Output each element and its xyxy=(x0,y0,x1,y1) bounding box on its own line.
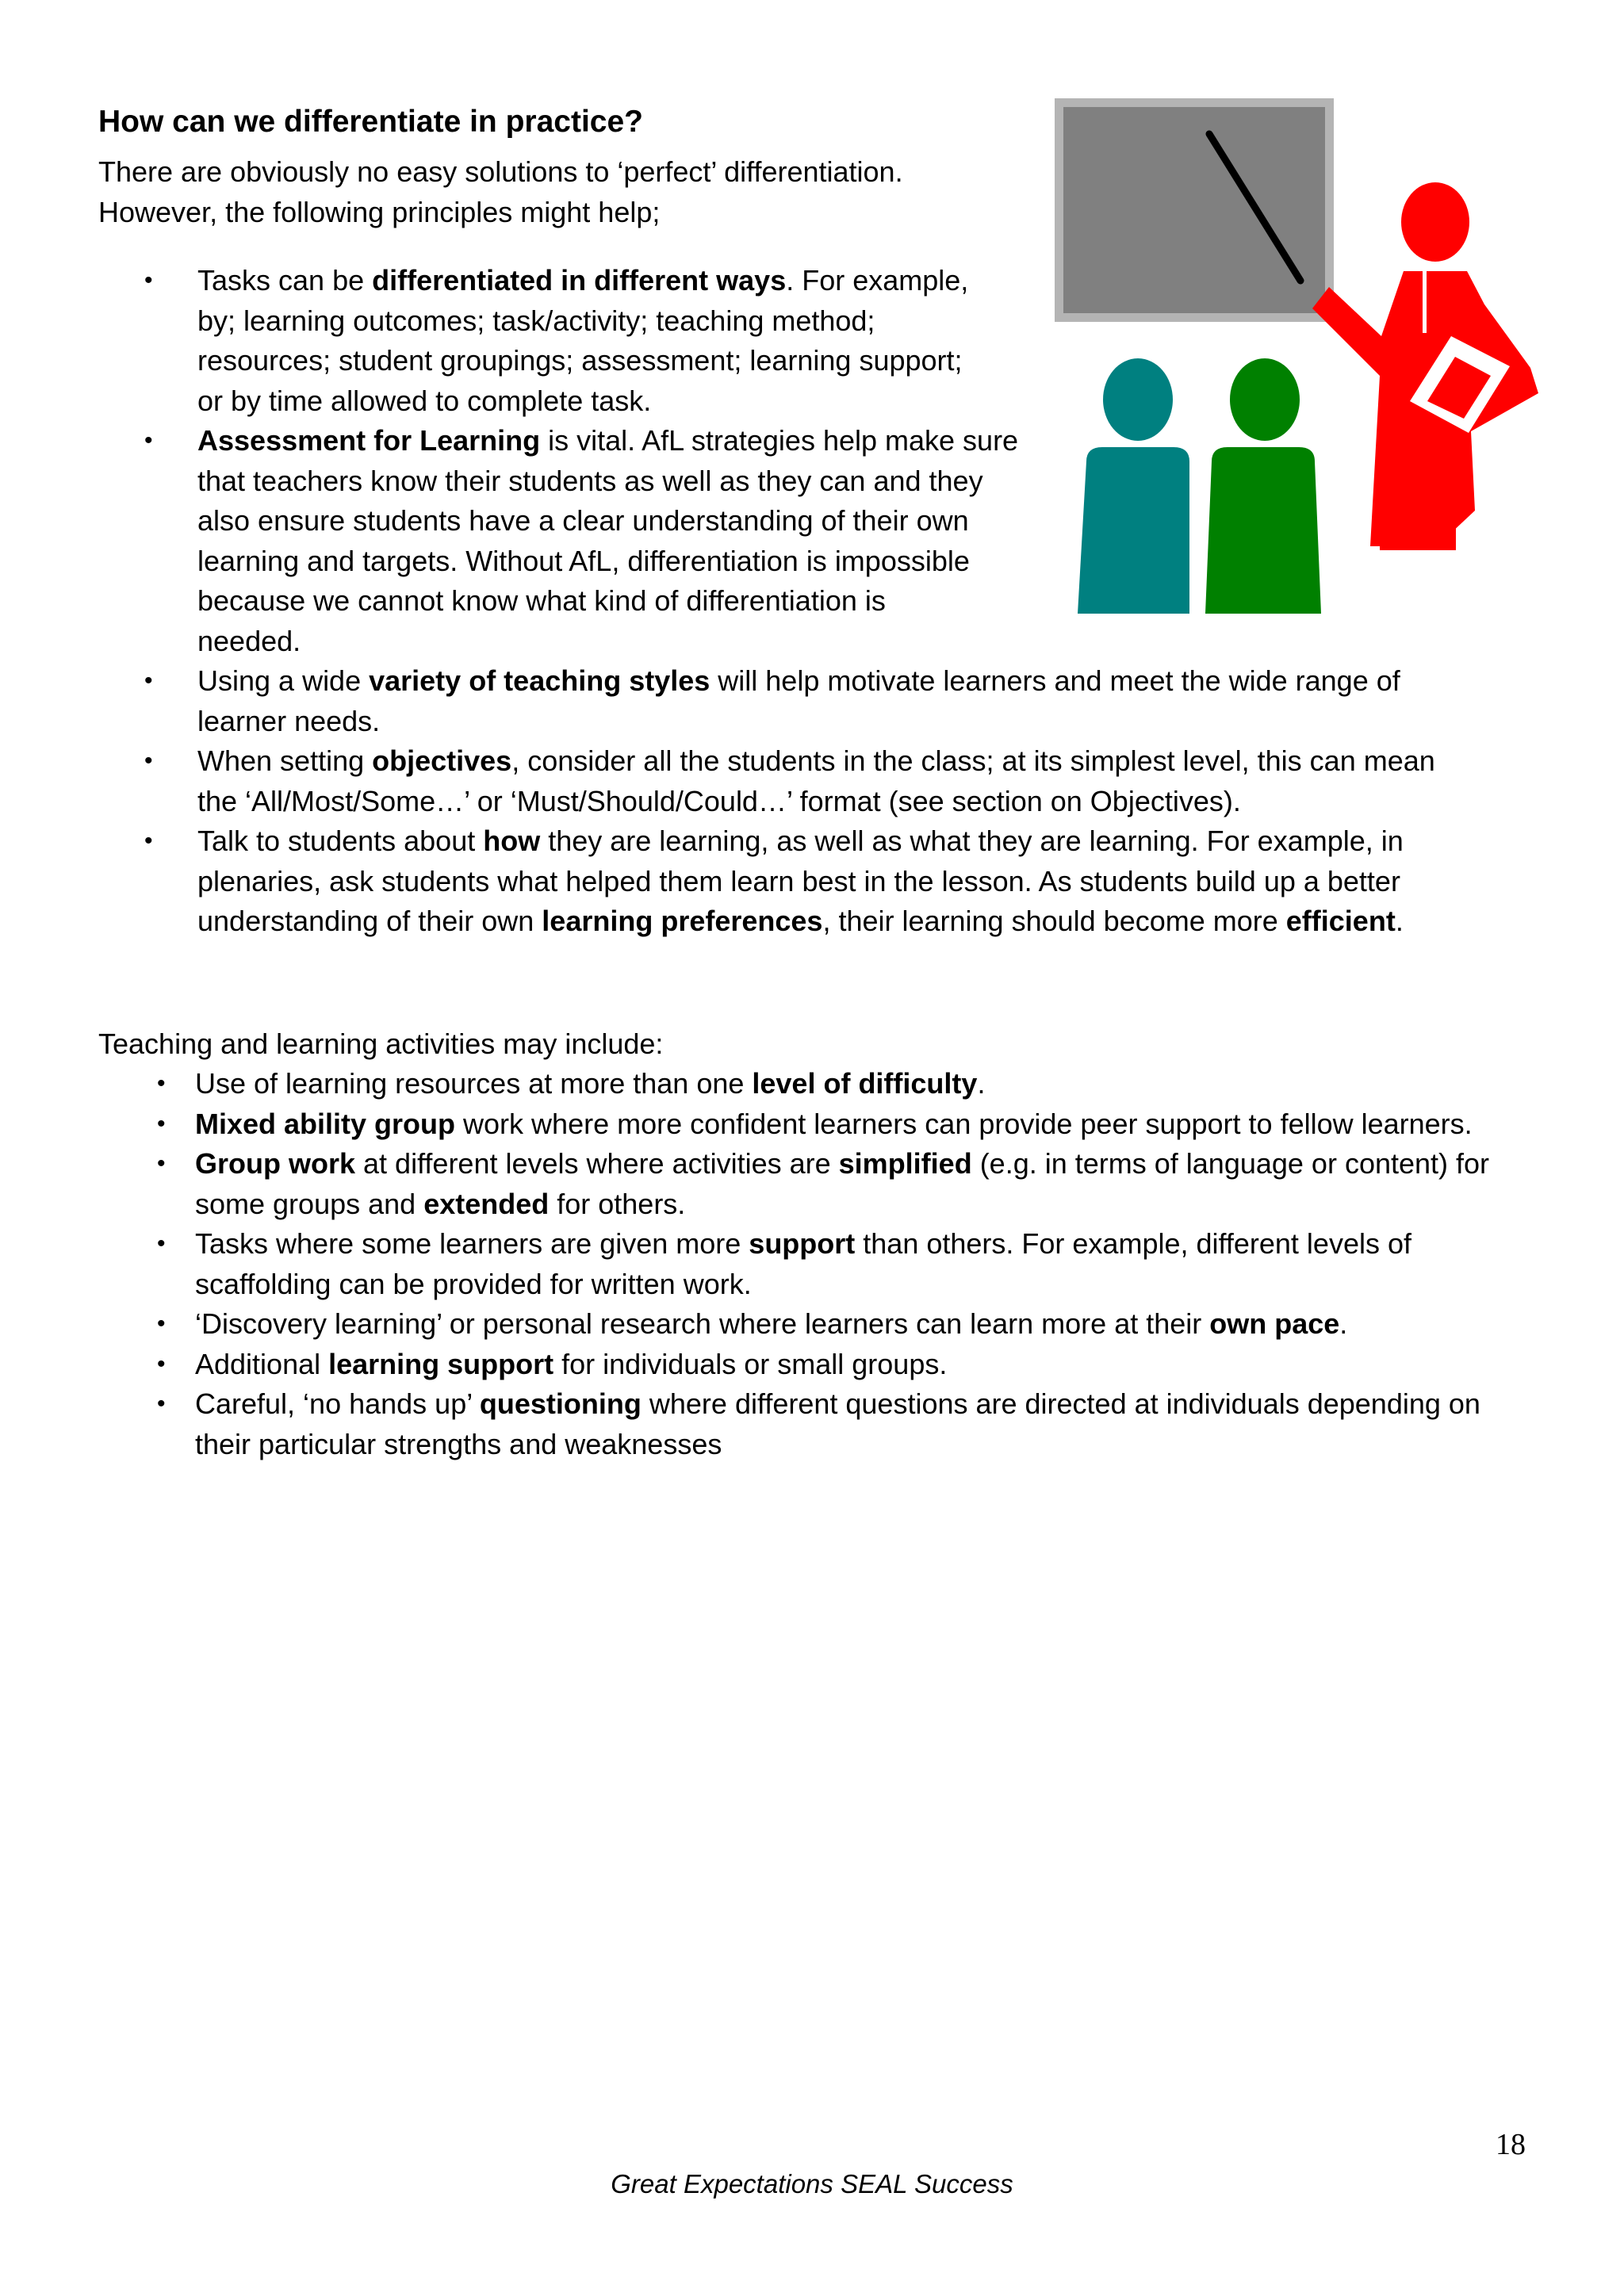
item-bold: Assessment for Learning xyxy=(197,424,541,457)
item-text: needed. xyxy=(197,624,301,657)
item-text: Using a wide xyxy=(197,664,370,697)
item-bold: efficient xyxy=(1285,905,1396,937)
item-bold: questioning xyxy=(479,1387,642,1420)
item-text: learner needs. xyxy=(197,704,381,737)
bullet-icon: • xyxy=(144,828,153,854)
bullet-icon: • xyxy=(157,1350,166,1377)
item-text: Use of learning resources at more than one xyxy=(195,1067,753,1100)
item-text: resources; student groupings; assessment; learning support; xyxy=(197,344,963,377)
page-heading: How can we differentiate in practice? xyxy=(98,105,643,139)
item-bold: own pace xyxy=(1209,1307,1340,1340)
item-bold: learning support xyxy=(328,1347,554,1380)
bullet-icon: • xyxy=(144,748,153,774)
list-item xyxy=(98,1144,1526,1224)
page-footer: Great Expectations SEAL Success xyxy=(611,2169,1013,2198)
item-text: also ensure students have a clear understanding of their own xyxy=(197,504,969,537)
item-bold: differentiated in different ways xyxy=(372,264,787,297)
activities-list xyxy=(98,1064,1526,1464)
bullet-icon: • xyxy=(157,1110,166,1137)
item-text: . xyxy=(1395,905,1404,937)
item-text: When setting xyxy=(197,744,373,777)
item-bold: objectives xyxy=(372,744,512,777)
intro-line-1: There are obviously no easy solutions to ‘perfect’ differentiation. xyxy=(98,155,903,188)
item-text: Careful, ‘no hands up’ xyxy=(195,1387,480,1420)
item-text: plenaries, ask students what helped them learn best in the lesson. As students build up a better xyxy=(197,864,1400,897)
item-text: than others. For example, different levels of scaffolding can be provided for written work. xyxy=(195,1227,1411,1300)
item-text: that teachers know their students as well as they can and they xyxy=(197,464,983,497)
item-text: Tasks can be xyxy=(197,264,373,297)
intro-paragraph xyxy=(98,152,1034,232)
list-item xyxy=(98,1064,1526,1104)
item-text: . xyxy=(977,1067,986,1100)
bullet-icon: • xyxy=(157,1311,166,1337)
list-item xyxy=(98,1104,1526,1145)
item-bold: simplified xyxy=(838,1147,972,1180)
list-item xyxy=(98,1345,1526,1385)
item-text: they are learning, as well as what they are learning. For example, in xyxy=(540,825,1404,857)
item-text: , consider all the students in the class; at its simplest level, this can mean xyxy=(511,744,1435,777)
intro-line-2: However, the following principles might help; xyxy=(98,195,661,228)
list-item xyxy=(98,1384,1526,1464)
item-text: Talk to students about xyxy=(197,825,484,857)
bullet-icon: • xyxy=(157,1070,166,1096)
item-text: , their learning should become more xyxy=(822,905,1286,937)
bullet-icon: • xyxy=(144,427,153,453)
item-text: where different questions are directed at individuals depending on their particular strengths and weaknesses xyxy=(195,1387,1480,1460)
item-text: the ‘All/Most/Some…’ or ‘Must/Should/Could…’ format (see section on Objectives). xyxy=(197,784,1241,817)
item-text: Additional xyxy=(195,1347,329,1380)
list-item xyxy=(98,261,1034,421)
item-text: or by time allowed to complete task. xyxy=(197,384,652,417)
page-number: 18 xyxy=(1496,2128,1526,2161)
item-bold: level of difficulty xyxy=(752,1067,978,1100)
item-text: will help motivate learners and meet the wide range of xyxy=(710,664,1400,697)
bullet-icon: • xyxy=(157,1391,166,1417)
item-bold: how xyxy=(483,825,541,857)
activities-intro: Teaching and learning activities may include: xyxy=(98,1027,664,1060)
item-text: because we cannot know what kind of differentiation is xyxy=(197,584,886,617)
list-item xyxy=(98,741,1518,821)
item-bold: support xyxy=(749,1227,856,1260)
item-text: for others. xyxy=(549,1187,686,1220)
list-item xyxy=(98,1224,1526,1304)
bullet-icon: • xyxy=(144,668,153,694)
bullet-icon: • xyxy=(157,1150,166,1177)
bullet-icon: • xyxy=(157,1230,166,1257)
list-item xyxy=(98,421,1034,661)
item-text: . For example, xyxy=(786,264,969,297)
item-text: for individuals or small groups. xyxy=(553,1347,948,1380)
principles-list xyxy=(98,261,1518,942)
list-item xyxy=(98,661,1518,741)
item-text: . xyxy=(1339,1307,1348,1340)
item-bold: extended xyxy=(423,1187,550,1220)
bullet-icon: • xyxy=(144,267,153,293)
item-bold: Mixed ability group xyxy=(195,1107,456,1140)
list-item xyxy=(98,821,1518,942)
item-text: learning and targets. Without AfL, differentiation is impossible xyxy=(197,544,970,577)
item-text: Tasks where some learners are given more xyxy=(195,1227,749,1260)
list-item xyxy=(98,1304,1526,1345)
item-bold: variety of teaching styles xyxy=(369,664,710,697)
item-bold: Group work xyxy=(195,1147,356,1180)
item-bold: learning preferences xyxy=(542,905,823,937)
item-text: at different levels where activities are xyxy=(355,1147,839,1180)
item-text: (e.g. in terms of language or content) for some groups and xyxy=(195,1147,1490,1220)
item-text: by; learning outcomes; task/activity; teaching method; xyxy=(197,304,875,337)
item-text: work where more confident learners can provide peer support to fellow learners. xyxy=(455,1107,1473,1140)
item-text: ‘Discovery learning’ or personal research where learners can learn more at their xyxy=(195,1307,1210,1340)
item-text: is vital. AfL strategies help make sure xyxy=(540,424,1019,457)
item-text: understanding of their own xyxy=(197,905,542,937)
